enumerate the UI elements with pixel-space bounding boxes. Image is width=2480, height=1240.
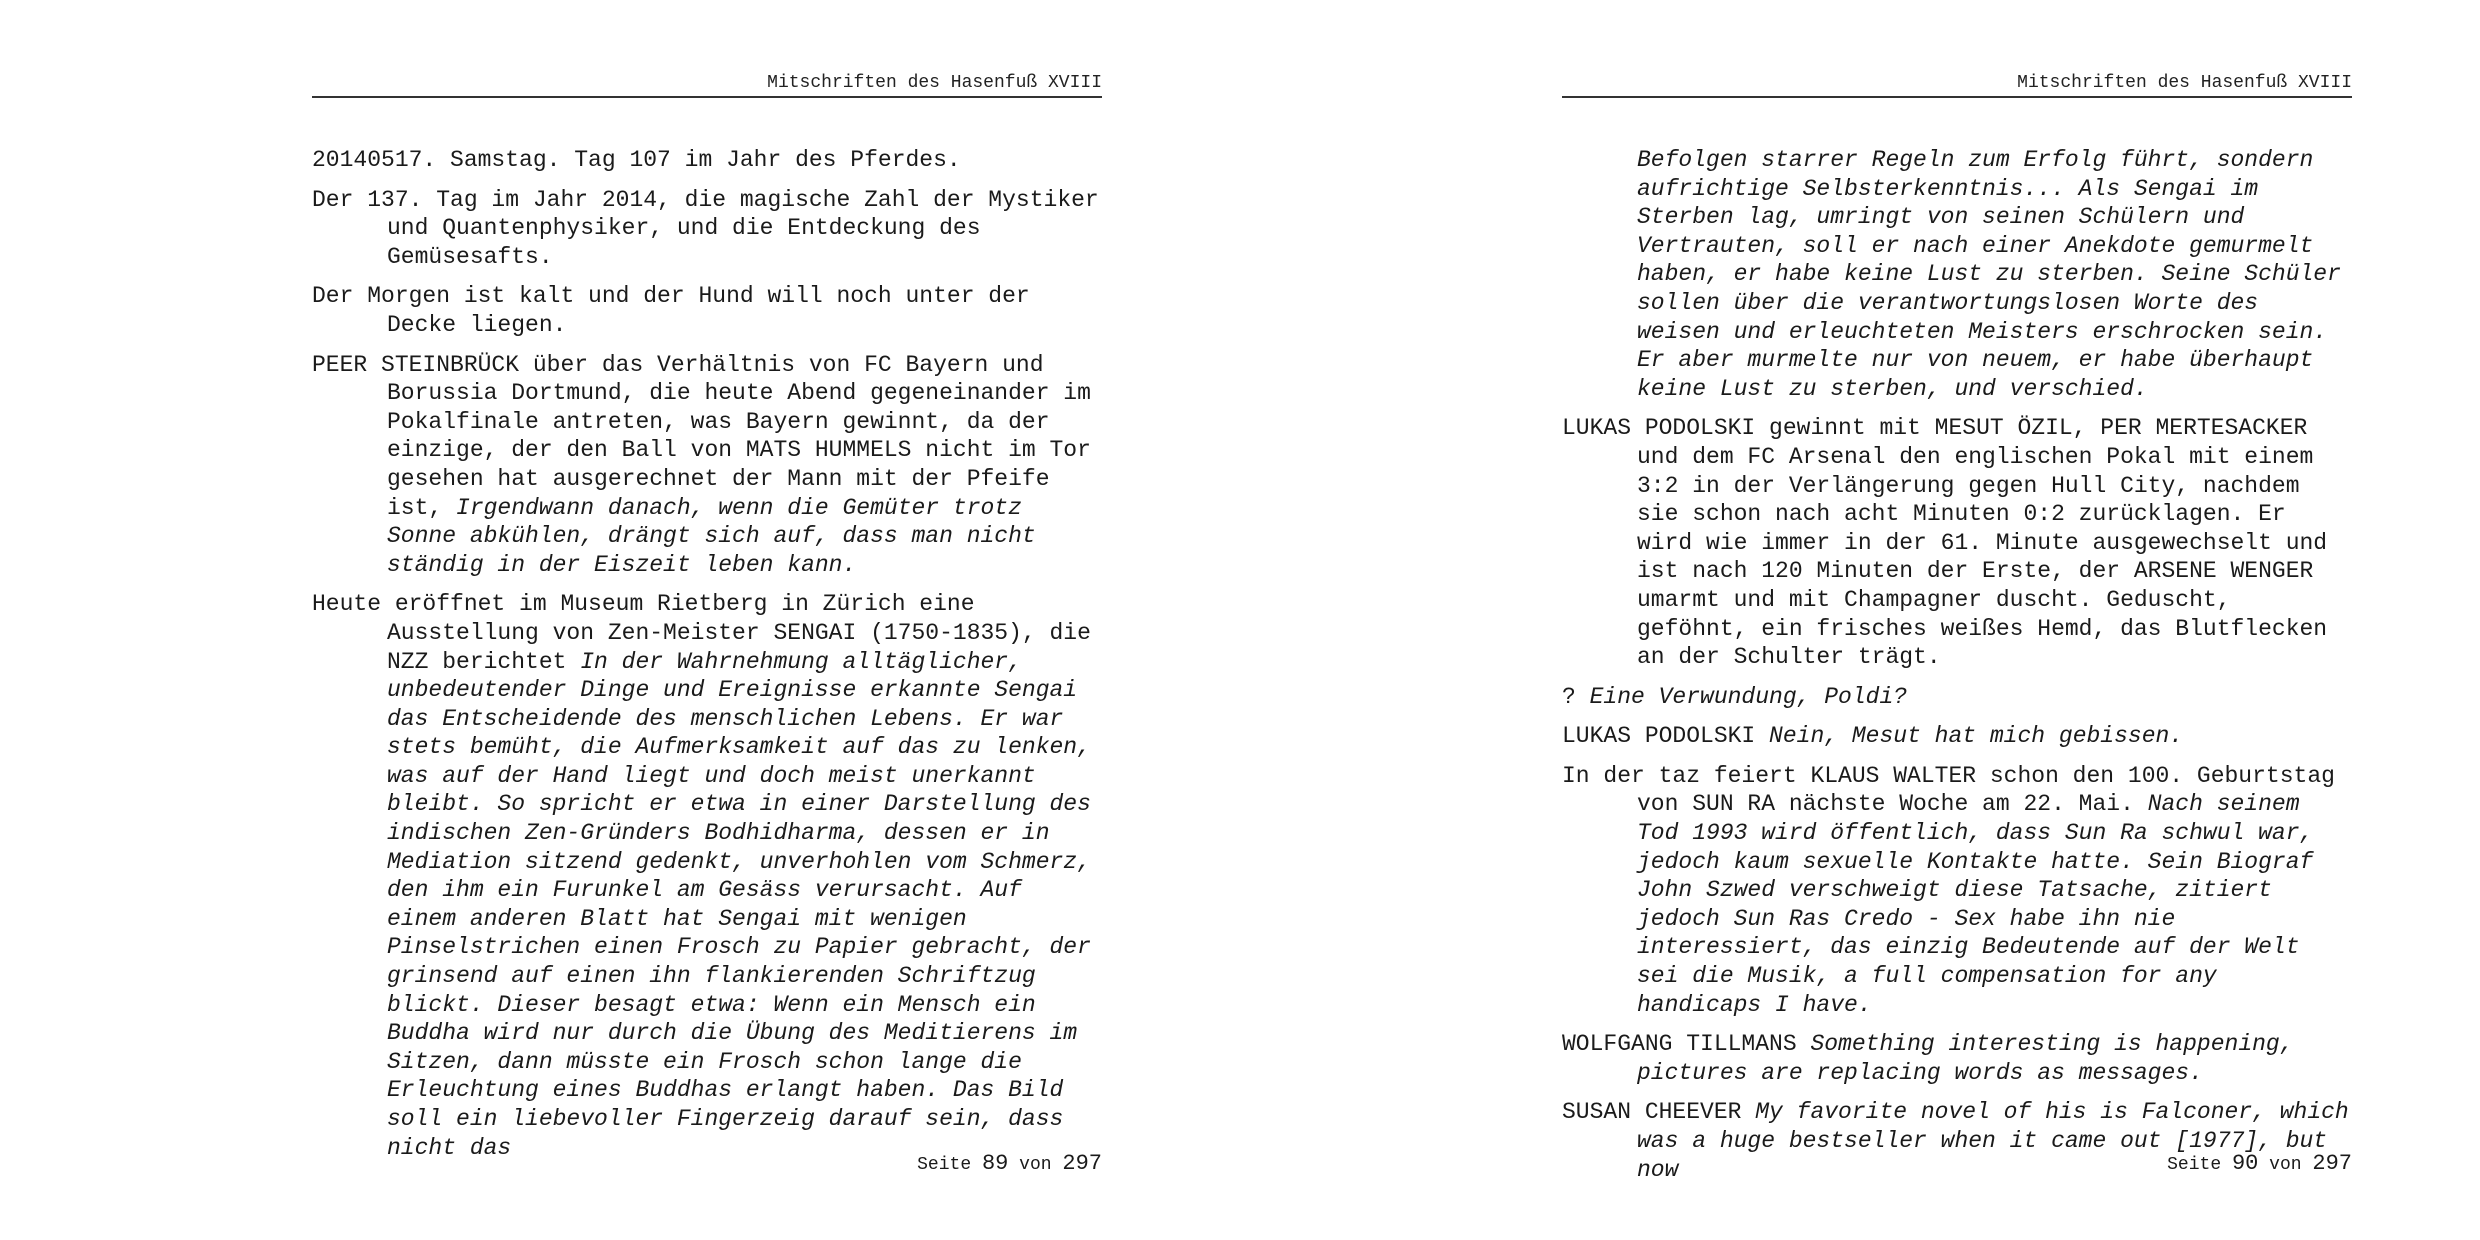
quote: Nach seinem Tod 1993 wird öffentlich, dass Sun Ra schwul war, jedoch kaum sexuelle Kontakte hatte. Sein Biograf John Szwed verschweigt diese Tatsache, zitiert jedoch Sun Ras Credo - Sex habe ihn nie interessiert, das einzig Bedeutende auf der Welt sei die Musik, a full compensation for any handicaps I have. bbox=[1637, 791, 2314, 1018]
header-rule bbox=[312, 96, 1102, 98]
running-header: Mitschriften des Hasenfuß XVIII bbox=[2017, 73, 2352, 93]
quote: Something interesting is happening, pictures are replacing words as messages. bbox=[1637, 1031, 2294, 1086]
quote: Irgendwann danach, wenn die Gemüter trotz Sonne abkühlen, drängt sich auf, dass man nicht ständig in der Eiszeit leben kann. bbox=[387, 494, 1036, 578]
entry-paragraph: Der Morgen ist kalt und der Hund will noch unter der Decke liegen. bbox=[312, 283, 1030, 338]
running-header: Mitschriften des Hasenfuß XVIII bbox=[767, 73, 1102, 93]
entry-paragraph: LUKAS PODOLSKI Nein, Mesut hat mich gebissen. bbox=[1562, 723, 2184, 750]
page-number: Seite 90 von 297 bbox=[2167, 1151, 2352, 1176]
entry-paragraph: PEER STEINBRÜCK über das Verhältnis von FC Bayern und Borussia Dortmund, die heute Abend gegeneinander im Pokalfinale antreten, was Bayern gewinnt, da der einzige, der den Ball von MATS HUMMELS nicht im Tor gesehen hat ausgerechnet der Mann mit der Pfeife ist, Irgendwann danach, wenn die Gemüter trotz Sonne abkühlen, drängt sich auf, dass man nicht ständig in der Eiszeit leben kann. bbox=[312, 351, 1091, 578]
entry-paragraph: LUKAS PODOLSKI gewinnt mit MESUT ÖZIL, PER MERTESACKER und dem FC Arsenal den englischen Pokal mit einem 3:2 in der Verlängerung gegen Hull City, nachdem sie schon nach acht Minuten 0:2 zurücklagen. Er wird wie immer in der 61. Minute ausgewechselt und ist nach 120 Minuten der Erste, der ARSENE WENGER umarmt und mit Champagner duscht. Geduscht, geföhnt, ein frisches weißes Hemd, das Blutflecken an der Schulter trägt. bbox=[1562, 415, 2328, 671]
entry-paragraph: Der 137. Tag im Jahr 2014, die magische Zahl der Mystiker und Quantenphysiker, und die Entdeckung des Gemüsesafts. bbox=[312, 186, 1099, 270]
header-rule bbox=[1562, 96, 2352, 98]
left-page bbox=[312, 0, 1102, 1240]
entry-paragraph: SUSAN CHEEVER My favorite novel of his is Falconer, which was a huge bestseller when it came out [1977], but now bbox=[1562, 1099, 2349, 1183]
entry-paragraph: Heute eröffnet im Museum Rietberg in Zürich eine Ausstellung von Zen-Meister SENGAI (1750-1835), die NZZ berichtet In der Wahrnehmung alltäglicher, unbedeutender Dinge und Ereignisse erkannte Sengai das Entscheidende des menschlichen Lebens. Er war stets bemüht, die Aufmerksamkeit auf das zu lenken, was auf der Hand liegt und doch meist unerkannt bleibt. So spricht er etwa in einer Darstellung des indischen Zen-Gründers Bodhidharma, dessen er in Mediation sitzend gedenkt, unverhohlen vom Schmerz, den ihm ein Furunkel am Gesäss verursacht. Auf einem anderen Blatt hat Sengai mit wenigen Pinselstrichen einen Frosch zu Papier gebracht, der grinsend auf einen ihn flankierenden Schriftzug blickt. Dieser besagt etwa: Wenn ein Mensch ein Buddha wird nur durch die Übung des Meditierens im Sitzen, dann müsste ein Frosch schon lange die Erleuchtung eines Buddhas erlangt haben. Das Bild soll ein liebevoller Fingerzeig darauf sein, dass nicht das bbox=[312, 591, 1091, 1161]
page-number: Seite 89 von 297 bbox=[917, 1151, 1102, 1176]
page-body bbox=[1562, 146, 2352, 1195]
quote: In der Wahrnehmung alltäglicher, unbedeutender Dinge und Ereignisse erkannte Sengai das Entscheidende des menschlichen Lebens. Er war stets bemüht, die Aufmerksamkeit auf das zu lenken, was auf der Hand liegt und doch meist unerkannt bleibt. So spricht er etwa in einer Darstellung des indischen Zen-Gründers Bodhidharma, dessen er in Mediation sitzend gedenkt, unverhohlen vom Schmerz, den ihm ein Furunkel am Gesäss verursacht. Auf einem anderen Blatt hat Sengai mit wenigen Pinselstrichen einen Frosch zu Papier gebracht, der grinsend auf einen ihn flankierenden Schriftzug blickt. Dieser besagt etwa: Wenn ein Mensch ein Buddha wird nur durch die Übung des Meditierens im Sitzen, dann müsste ein Frosch schon lange die Erleuchtung eines Buddhas erlangt haben. Das Bild soll ein liebevoller Fingerzeig darauf sein, dass nicht das bbox=[387, 648, 1091, 1161]
right-page bbox=[1562, 0, 2352, 1240]
entry-paragraph: In der taz feiert KLAUS WALTER schon den 100. Geburtstag von SUN RA nächste Woche am 22. Mai. Nach seinem Tod 1993 wird öffentlich, dass Sun Ra schwul war, jedoch kaum sexuelle Kontakte hatte. Sein Biograf John Szwed verschweigt diese Tatsache, zitiert jedoch Sun Ras Credo - Sex habe ihn nie interessiert, das einzig Bedeutende auf der Welt sei die Musik, a full compensation for any handicaps I have. bbox=[1562, 762, 2335, 1018]
quote: Eine Verwundung, Poldi? bbox=[1589, 683, 1908, 710]
continued-quote: Befolgen starrer Regeln zum Erfolg führt, sondern aufrichtige Selbsterkenntnis... Als Sengai im Sterben lag, umringt von seinen Schülern und Vertrauten, soll er nach einer Anekdote gemurmelt haben, er habe keine Lust zu sterben. Seine Schüler sollen über die verantwortungslosen Worte des weisen und erleuchteten Meisters erschrocken sein. Er aber murmelte nur von neuem, er habe überhaupt keine Lust zu sterben, und verschied. bbox=[1637, 147, 2341, 402]
entry-paragraph: ? Eine Verwundung, Poldi? bbox=[1562, 683, 1908, 710]
entry-paragraph: WOLFGANG TILLMANS Something interesting is happening, pictures are replacing words as messages. bbox=[1562, 1031, 2294, 1086]
quote: Nein, Mesut hat mich gebissen. bbox=[1769, 723, 2184, 750]
page-body bbox=[312, 146, 1102, 1173]
entry-date: 20140517. Samstag. Tag 107 im Jahr des Pferdes. bbox=[312, 147, 961, 173]
quote: My favorite novel of his is Falconer, which was a huge bestseller when it came out [1977], but now bbox=[1637, 1099, 2349, 1183]
